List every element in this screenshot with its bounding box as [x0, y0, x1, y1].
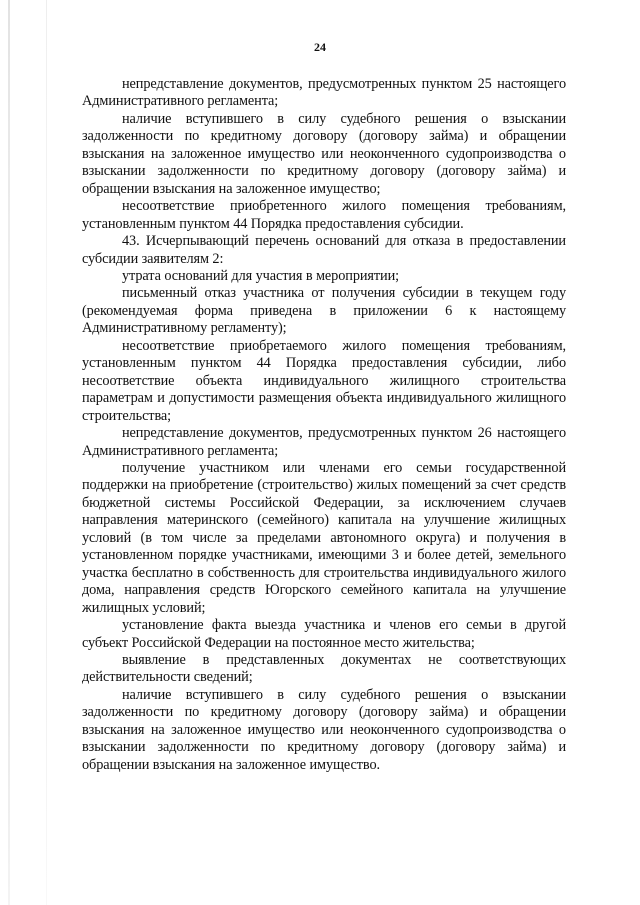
- section-heading-paragraph: 43. Исчерпывающий перечень оснований для отказа в предоставлении субсидии заявителям 2:: [82, 233, 566, 267]
- paragraph: несоответствие приобретаемого жилого помещения требованиям, установленным пунктом 44 Порядка предоставления субсидии, либо несоответствие объекта индивидуального жилищного строительства параметрам и допустимости размещения объекта индивидуального жилищного строительства;: [82, 337, 566, 424]
- paragraph: утрата оснований для участия в мероприятии;: [122, 267, 400, 284]
- paragraph: выявление в представленных документах не соответствующих действительности сведений;: [82, 651, 566, 686]
- page-number: 24: [314, 40, 326, 54]
- document-body: [82, 76, 566, 774]
- scan-edge-shadow: [8, 0, 10, 905]
- paragraph: наличие вступившего в силу судебного решения о взыскании задолженности по кредитному договору (договору займа) и обращении взыскания на заложенное имущество или неоконченного судопроизводства о взыскании задолженности по кредитному договору (договору займа) и обращении взыскания на заложенное имущество.: [82, 686, 566, 773]
- paragraph: получение участником или членами его семьи государственной поддержки на приобретение (строительство) жилых помещений за счет средств бюджетной системы Российской Федерации, за исключением случаев направления материнского (семейного) капитала на улучшение жилищных условий (в том числе за пределами автономного округа) и получения в установленном порядке участниками, имеющими 3 и более детей, земельного участка бесплатно в собственность для строительства индивидуального жилого дома, направления средств Югорского семейного капитала на улучшение жилищных условий;: [82, 459, 566, 616]
- paragraph: наличие вступившего в силу судебного решения о взыскании задолженности по кредитному договору (договору займа) и обращении взыскания на заложенное имущество или неоконченного судопроизводства о взыскании задолженности по кредитному договору (договору займа) и обращении взыскания на заложенное имущество;: [82, 110, 566, 197]
- scan-edge-shadow: [46, 0, 47, 905]
- paragraph: непредставление документов, предусмотренных пунктом 25 настоящего Административного регламента;: [82, 76, 566, 110]
- paragraph: установление факта выезда участника и членов его семьи в другой субъект Российской Федерации на постоянное место жительства;: [82, 617, 566, 651]
- paragraph: непредставление документов, предусмотренных пунктом 26 настоящего Административного регламента;: [82, 425, 566, 459]
- paragraph: письменный отказ участника от получения субсидии в текущем году (рекомендуемая форма приведена в приложении 6 к настоящему Административному регламенту);: [82, 285, 566, 337]
- paragraph: несоответствие приобретенного жилого помещения требованиям, установленным пунктом 44 Порядка предоставления субсидии.: [82, 198, 566, 232]
